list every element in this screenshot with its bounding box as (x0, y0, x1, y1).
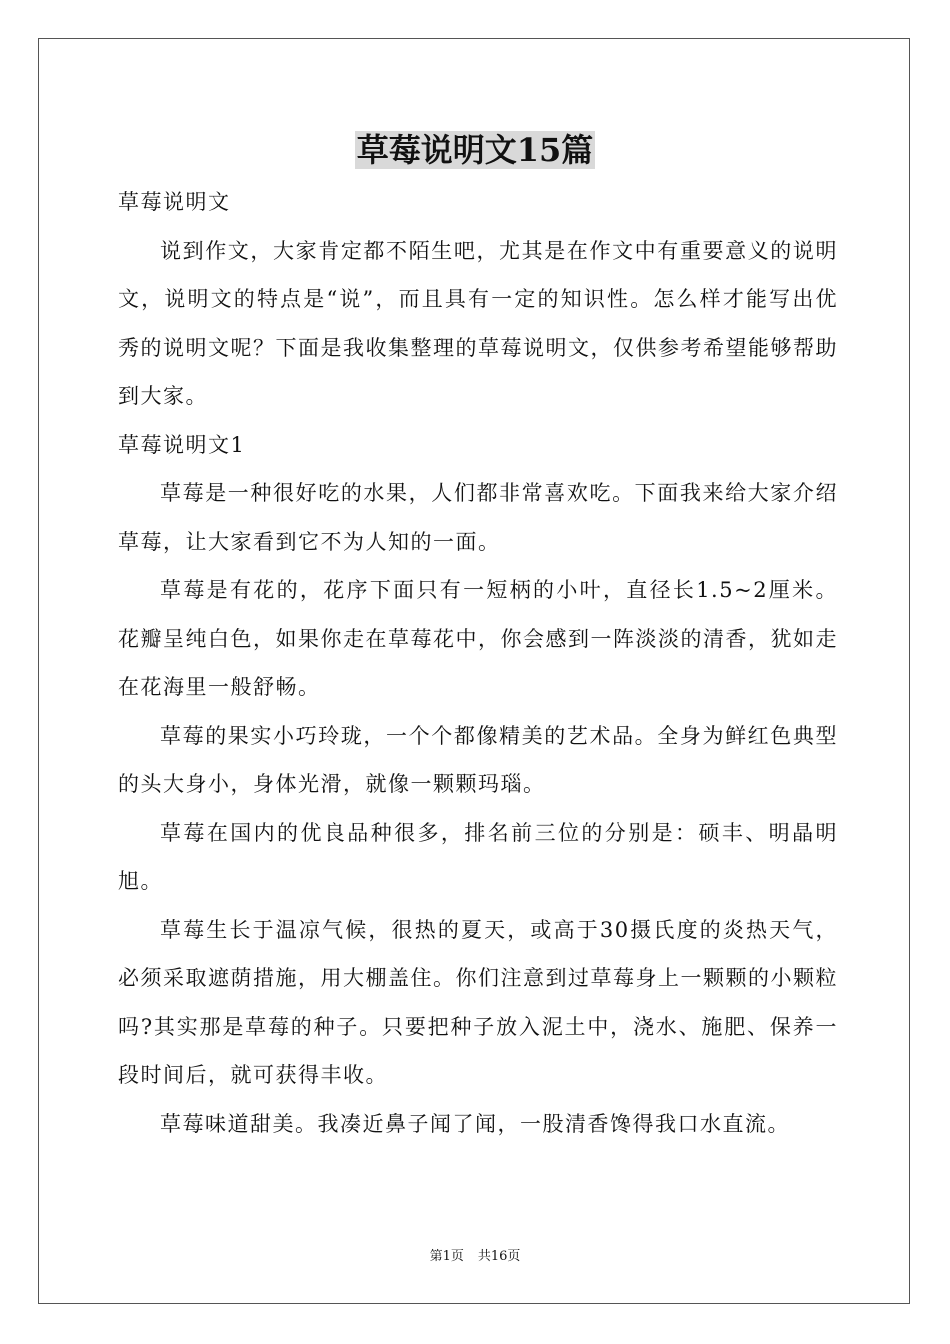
body-paragraph: 草莓生长于温凉气候，很热的夏天，或高于30摄氏度的炎热天气，必须采取遮荫措施，用大棚盖住。你们注意到过草莓身上一颗颗的小颗粒吗?其实那是草莓的种子。只要把种子放入泥土中，浇水、施肥、保养一段时间后，就可获得丰收。 (118, 917, 838, 1087)
section-heading: 草莓说明文1 (118, 432, 246, 457)
body-paragraph: 草莓是有花的，花序下面只有一短柄的小叶，直径长1.5~2厘米。花瓣呈纯白色，如果你走在草莓花中，你会感到一阵淡淡的清香，犹如走在花海里一般舒畅。 (118, 578, 838, 699)
body-paragraph: 草莓的果实小巧玲珑，一个个都像精美的艺术品。全身为鲜红色典型的头大身小，身体光滑，就像一颗颗玛瑙。 (118, 723, 838, 796)
document-title (0, 128, 950, 172)
body-paragraph: 草莓在国内的优良品种很多，排名前三位的分别是：硕丰、明晶明旭。 (118, 820, 838, 893)
document-body (118, 178, 838, 1148)
body-paragraph: 草莓是一种很好吃的水果，人们都非常喜欢吃。下面我来给大家介绍草莓，让大家看到它不为人知的一面。 (118, 481, 838, 554)
section-heading: 草莓说明文 (118, 190, 231, 214)
page-number: 第1页 (429, 1249, 464, 1264)
body-paragraph: 说到作文，大家肯定都不陌生吧，尤其是在作文中有重要意义的说明文，说明文的特点是“说”，而且具有一定的知识性。怎么样才能写出优秀的说明文呢？下面是我收集整理的草莓说明文，仅供参考希望能够帮助到大家。 (118, 238, 838, 408)
page-total: 共16页 (477, 1249, 521, 1264)
page-footer (0, 1247, 950, 1267)
document-title-text: 草莓说明文15篇 (356, 131, 594, 169)
body-paragraph: 草莓味道甜美。我凑近鼻子闻了闻，一股清香馋得我口水直流。 (160, 1111, 790, 1136)
